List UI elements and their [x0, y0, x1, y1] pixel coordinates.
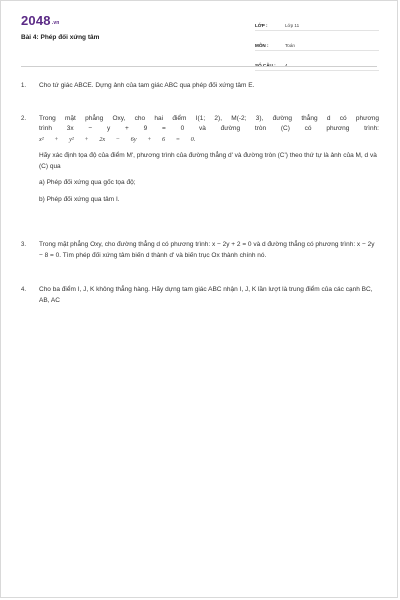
meta-value: Lớp 11	[285, 23, 300, 28]
equation-text: x² + y² + 2x − 6y + 6 = 0.	[39, 135, 196, 143]
question-number: 1.	[21, 83, 27, 89]
meta-value: 4	[285, 63, 288, 68]
question-4	[21, 285, 379, 306]
worksheet-header	[1, 1, 397, 71]
meta-value: Toán	[285, 43, 295, 48]
meta-label: SỐ CÂU :	[255, 63, 276, 68]
question-number: 2.	[21, 115, 27, 122]
question-body	[39, 114, 379, 206]
question-text: Cho ba điểm I, J, K không thẳng hàng. Hãy dựng tam giác ABC nhận I, J, K lần lượt là trung điểm của các cạnh BC, AB, AC	[39, 286, 373, 304]
lesson-title: Bài 4: Phép đối xứng tâm	[21, 34, 100, 41]
question-3	[21, 240, 379, 261]
question-number: 3.	[21, 242, 27, 248]
question-text: Cho tứ giác ABCE. Dựng ảnh của tam giác ABC qua phép đối xứng tâm E.	[39, 82, 255, 89]
meta-row-subject	[255, 34, 379, 51]
circle-equation	[39, 135, 379, 146]
sub-question-a: a) Phép đối xứng qua gốc tọa độ;	[39, 179, 136, 186]
logo-text: 2048	[21, 13, 51, 28]
question-line: Trong mặt phẳng Oxy, cho hai điểm I(1; 2), M(-2; 3), đường thẳng d có phương	[39, 114, 379, 122]
meta-row-class	[255, 14, 379, 31]
meta-label: LỚP :	[255, 23, 268, 28]
header-divider	[21, 66, 377, 67]
meta-label: MÔN :	[255, 43, 269, 48]
meta-info	[255, 14, 379, 74]
meta-row-question-count	[255, 54, 379, 71]
question-1	[21, 81, 379, 92]
question-number: 4.	[21, 287, 27, 293]
sub-question-b: b) Phép đối xứng qua tâm I.	[39, 195, 120, 203]
logo-suffix: .vn	[51, 20, 60, 26]
question-2	[21, 114, 379, 206]
site-logo[interactable]	[21, 13, 60, 28]
question-line: trình 3x − y + 9 = 0 và đường tròn (C) có phương trình:	[39, 125, 379, 132]
question-list	[21, 81, 379, 306]
question-paragraph: Hãy xác định tọa độ của điểm M', phương trình của đường thẳng d' và đường tròn (C') theo thứ tự là ảnh của M, d và (C) qua	[39, 152, 377, 170]
question-text: Trong mặt phẳng Oxy, cho đường thẳng d có phương trình: x − 2y + 2 = 0 và d đường thẳng có phương trình: x − 2y − 8 = 0. Tìm phép đối xứng tâm biến d thành d' và biến trục Ox thành chính nó.	[39, 241, 375, 259]
